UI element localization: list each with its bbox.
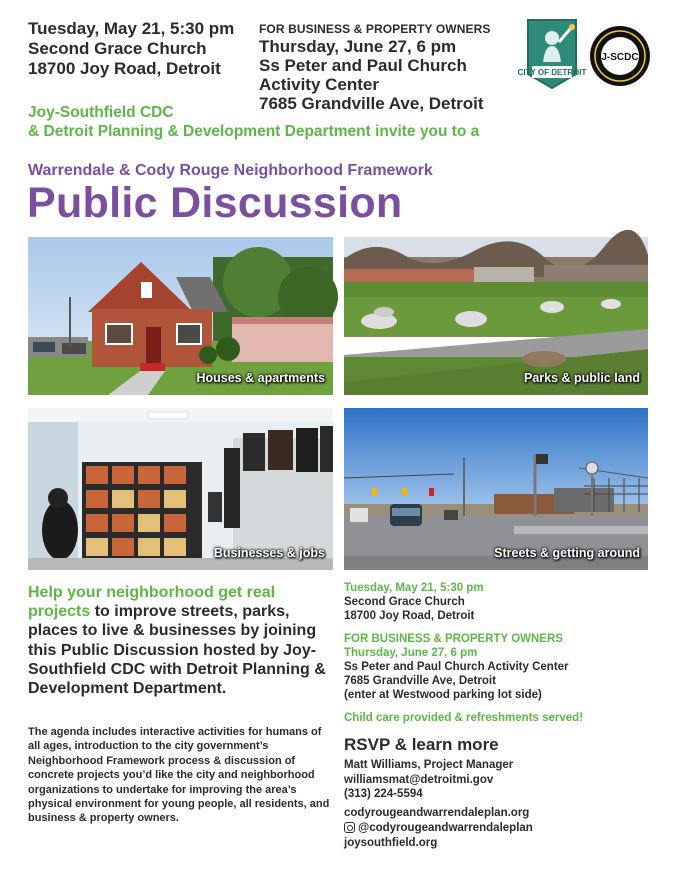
contact-phone[interactable]: (313) 224-5594	[344, 788, 423, 800]
details-event2-venue: Ss Peter and Paul Church Activity Center	[344, 661, 569, 673]
agenda-paragraph: The agenda includes interactive activities for humans of all ages, introduction to the city government’s Neighborhood Framework process & discussion of concrete projects you’d like the city and neighborhood organizations to undertake for improving the area’s physical environment for young people, all residents, and business & property owners.	[28, 726, 330, 825]
details-event2	[344, 632, 569, 702]
photo-caption-houses: Houses & apartments	[196, 371, 325, 385]
page-title: Public Discussion	[27, 179, 403, 227]
details-event1-date: Tuesday, May 21, 5:30 pm	[344, 582, 484, 594]
photo-caption-parks: Parks & public land	[523, 371, 640, 385]
details-event2-date: Thursday, June 27, 6 pm	[344, 647, 478, 659]
event2-date: Thursday, June 27, 6 pm	[259, 37, 457, 56]
event2-address: 7685 Grandville Ave, Detroit	[259, 94, 484, 113]
photo-parks	[344, 237, 648, 395]
details-event1	[344, 581, 484, 623]
event1-address: 18700 Joy Road, Detroit	[28, 59, 221, 78]
photo-caption-businesses: Businesses & jobs	[213, 546, 325, 560]
instagram-link[interactable]	[344, 821, 533, 836]
call-to-action	[28, 583, 333, 698]
cdc-website-link[interactable]: joysouthfield.org	[344, 837, 438, 849]
childcare-note: Child care provided & refreshments served!	[344, 712, 584, 724]
details-event2-tag: FOR BUSINESS & PROPERTY OWNERS	[344, 633, 563, 645]
details-event1-address: 18700 Joy Road, Detroit	[344, 610, 475, 622]
photo-caption-streets: Streets & getting around	[494, 546, 640, 560]
event2-block	[259, 37, 484, 113]
call-to-action-rest: to improve streets, parks, places to live & businesses by joining this Public Discussion hosted by Joy-Southfield CDC with Detroit Planning & Development Department.	[28, 603, 326, 698]
event1-block	[28, 19, 234, 79]
jscdc-logo	[589, 25, 651, 87]
details-event2-note: (enter at Westwood parking lot side)	[344, 689, 542, 701]
invite-line1: Joy-Southfield CDC	[28, 104, 174, 121]
instagram-icon	[344, 822, 355, 833]
website-link[interactable]: codyrougeandwarrendaleplan.org	[344, 807, 530, 819]
contact-name: Matt Williams, Project Manager	[344, 759, 514, 771]
invite-line2: & Detroit Planning & Development Department invite you to a	[28, 123, 480, 140]
photo-businesses	[28, 408, 333, 570]
call-to-action-highlight: Help your neighborhood get real projects	[28, 584, 276, 621]
links-block	[344, 806, 533, 851]
contact-email-link[interactable]: williamsmat@detroitmi.gov	[344, 773, 494, 786]
event1-date: Tuesday, May 21, 5:30 pm	[28, 19, 235, 38]
city-logo-text: CITY OF DETROIT	[517, 68, 587, 77]
event1-venue: Second Grace Church	[28, 39, 207, 58]
jscdc-logo-text: J-SCDC	[601, 52, 639, 63]
framework-subtitle: Warrendale & Cody Rouge Neighborhood Framework	[28, 162, 433, 179]
event2-tag: FOR BUSINESS & PROPERTY OWNERS	[259, 22, 491, 36]
invite-text	[28, 103, 479, 141]
rsvp-heading: RSVP & learn more	[344, 735, 499, 754]
photo-streets	[344, 408, 648, 570]
details-event1-venue: Second Grace Church	[344, 596, 465, 608]
photo-houses	[28, 237, 333, 395]
details-event2-address: 7685 Grandville Ave, Detroit	[344, 675, 496, 687]
contact-block	[344, 758, 513, 802]
event2-venue-line1: Ss Peter and Paul Church	[259, 56, 467, 75]
instagram-handle: @codyrougeandwarrendaleplan	[358, 822, 533, 834]
city-of-detroit-logo	[517, 16, 587, 92]
event2-venue-line2: Activity Center	[259, 75, 379, 94]
